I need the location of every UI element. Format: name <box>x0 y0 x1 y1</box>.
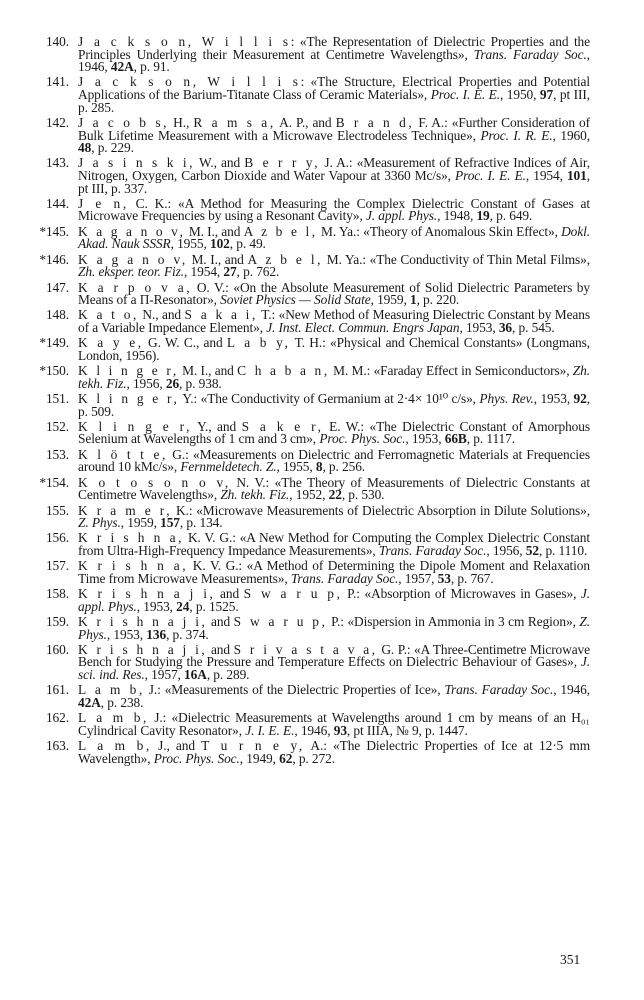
journal-title: Z. Phys. <box>78 515 121 531</box>
reference-text: K. V. G.: «A Method of Determining the Dipole Moment and Relaxation Time from Microwave Measurements», <box>78 558 590 586</box>
author-name: L a m b, <box>78 682 145 698</box>
volume-number: 16A <box>184 667 207 683</box>
reference-text: , p. 545. <box>512 319 555 335</box>
reference-text: , 1957, <box>398 570 438 586</box>
reference-entry <box>0 279 644 308</box>
reference-text: J.: «Dielectric Measurements at Wavelengths around 1 cm by means of an H₀₁ Cylindrical Cavity Resonator», <box>78 710 590 738</box>
volume-number: 92 <box>573 391 587 406</box>
reference-entry <box>0 157 644 195</box>
reference-text: , 1952, <box>289 487 329 503</box>
volume-number: 53 <box>437 570 451 586</box>
author-name: K a r p o v a, <box>78 279 193 295</box>
reference-text: , 1959, <box>120 515 161 531</box>
reference-number: *150. <box>39 363 69 379</box>
author-name: K r i s h n a j i, <box>78 586 216 602</box>
reference-entry <box>0 532 644 557</box>
reference-text: G. W. C., and <box>143 335 227 351</box>
author-name: L a b y, <box>226 335 291 351</box>
author-name: K l i n g e r, <box>78 391 180 406</box>
reference-text: , p. 509. <box>78 391 590 419</box>
author-name: L a m b, <box>78 710 149 726</box>
reference-entry <box>0 712 644 737</box>
journal-title: J. sci. ind. Res. <box>78 654 590 683</box>
journal-title: Zh. tekh. Fiz. <box>220 487 290 503</box>
reference-text: , 1948, <box>437 208 477 224</box>
reference-entry <box>0 560 644 585</box>
reference-text: M. M.: «Faraday Effect in Semiconductors», <box>329 363 573 379</box>
reference-number: 159. <box>45 614 69 629</box>
reference-text: , p. 229. <box>91 140 134 156</box>
reference-text: , p. 272. <box>292 750 335 766</box>
journal-title: Trans. Faraday Soc. <box>290 570 399 586</box>
author-name: K r i s h n a, <box>78 558 189 574</box>
reference-number: *154. <box>39 474 69 490</box>
author-name: K l i n g e r, <box>78 418 193 434</box>
reference-text: O. V.: «On the Absolute Measurement of Solid Dielectric Parameters by Means of a Π-Resonator», <box>78 279 590 308</box>
reference-number: 144. <box>45 195 69 211</box>
reference-text: H., <box>169 114 194 130</box>
author-name: K r i s h n a j i, <box>78 641 208 657</box>
reference-number: *149. <box>39 335 69 351</box>
reference-text: , 1946, <box>553 682 590 698</box>
reference-number: 153. <box>45 446 69 462</box>
reference-text: A. P., and <box>275 114 336 130</box>
journal-title: Proc. I. R. E. <box>480 127 553 143</box>
journal-title: Z. Phys. <box>78 614 591 642</box>
reference-text: , p. 220. <box>416 292 460 308</box>
reference-text: , p. 134. <box>179 515 223 531</box>
reference-entry <box>0 502 644 531</box>
reference-entry <box>0 474 644 503</box>
reference-text: , p. 49. <box>229 236 266 252</box>
reference-text: J. A.: «Measurement of Refractive Indices of Air, Nitrogen, Oxygen, Carbon Dioxide and Water Vapour at 3360 Mc/s», <box>78 155 591 183</box>
reference-text: , 1949, <box>239 750 280 766</box>
author-name: K r i s h n a j i, <box>78 614 208 629</box>
reference-text: , 1955, <box>170 236 210 252</box>
reference-number: 140. <box>45 34 69 49</box>
journal-title: Fernmeldetech. Z. <box>180 459 277 475</box>
author-name: K l ö t t e, <box>78 446 168 462</box>
reference-text: : «The Structure, Electrical Properties and Potential Applications of the Barium-Titanate Class of Ceramic Materials», <box>78 74 591 103</box>
author-name: K o t o s o n o v, <box>78 474 231 490</box>
reference-entry <box>0 76 644 114</box>
volume-number: 22 <box>328 487 342 503</box>
reference-text: , pt IIIA, № 9, p. 1447. <box>346 722 468 738</box>
reference-number: *146. <box>39 251 69 267</box>
reference-entry <box>0 740 644 765</box>
reference-text: , p. 1525. <box>189 598 239 614</box>
reference-text: W., and <box>195 155 245 171</box>
reference-entry <box>0 641 644 683</box>
author-name: R a m s a, <box>193 114 276 130</box>
reference-text: P.: «Absorption of Microwaves in Gases», <box>342 586 581 602</box>
reference-text: , p. 256. <box>322 459 366 475</box>
volume-number: 48 <box>78 140 92 156</box>
volume-number: 24 <box>176 598 190 614</box>
reference-entry <box>0 684 644 709</box>
reference-text: M. Ya.: «Theory of Anomalous Skin Effect», <box>317 223 562 239</box>
volume-number: 93 <box>333 722 347 738</box>
volume-number: 102 <box>209 236 230 252</box>
reference-text: J.: «Measurements of the Dielectric Properties of Ice», <box>144 682 445 698</box>
journal-title: Trans. Faraday Soc. <box>444 682 554 698</box>
author-name: S a k a i, <box>184 307 258 323</box>
reference-text: , p. 289. <box>206 667 250 683</box>
journal-title: Proc. I. E. E. <box>455 168 526 183</box>
reference-text: N., and <box>138 307 185 323</box>
author-name: K l i n g e r, <box>78 363 179 379</box>
volume-number: 1 <box>409 292 417 308</box>
reference-text: P.: «Dispersion in Ammonia in 3 cm Region», <box>327 614 580 629</box>
reference-entry <box>0 36 644 74</box>
volume-number: 136 <box>146 626 167 642</box>
reference-number: 156. <box>45 530 69 546</box>
volume-number: 42A <box>78 694 101 710</box>
author-name: J a c k s o n, W i l l i s <box>78 34 291 49</box>
author-name: K r a m e r, <box>78 502 173 518</box>
reference-text: , 1959, <box>370 292 410 308</box>
reference-text: M. I., and <box>178 363 238 379</box>
reference-text: , p. 91. <box>133 59 170 75</box>
reference-text: , 1950, <box>499 87 540 103</box>
reference-text: M. Ya.: «The Conductivity of Thin Metal Films», <box>323 251 590 267</box>
volume-number: 36 <box>498 319 513 335</box>
volume-number: 62 <box>279 750 293 766</box>
journal-title: J. appl. Phys. <box>365 208 438 224</box>
journal-title: Zh. eksper. teor. Fiz. <box>78 264 185 280</box>
volume-number: 66B <box>444 431 467 447</box>
reference-entry <box>0 195 644 224</box>
reference-text: T.: «New Method of Measuring Dielectric Constant by Means of a Variable Impedance Element», <box>78 307 590 335</box>
reference-text: , 1946, <box>78 46 590 75</box>
journal-title: Phys. Rev. <box>479 391 534 406</box>
author-name: B r a n d, <box>335 114 415 130</box>
reference-number: 151. <box>45 391 69 406</box>
reference-text: , 1953, <box>405 431 445 447</box>
reference-text: , 1953, <box>136 598 177 614</box>
reference-number: 157. <box>45 558 69 574</box>
reference-text: C. K.: «A Method for Measuring the Complex Dielectric Constant of Gases at Microwave Frequencies by using a Resonant Cavity», <box>78 195 590 224</box>
reference-text: , 1955, <box>276 459 316 475</box>
reference-text: F. A.: «Further Consideration of Bulk Lifetime Measurement with a Microwave Electrodeless Technique», <box>78 114 591 143</box>
reference-number: 163. <box>45 738 69 754</box>
reference-number: 148. <box>45 307 69 323</box>
reference-text: , pt III, p. 337. <box>78 168 590 196</box>
reference-text: Y., and <box>192 418 242 434</box>
reference-text: , p. 767. <box>450 570 494 586</box>
journal-title: Soviet Physics — Solid State <box>220 292 371 308</box>
journal-title: Proc. Phys. Soc. <box>319 431 406 447</box>
author-name: T u r n e y, <box>201 738 305 754</box>
reference-text: E. W.: «The Dielectric Constant of Amorphous Selenium at Wavelengths of 1 cm and 3 cm», <box>78 418 590 447</box>
author-name: J a c o b s, <box>78 114 170 130</box>
reference-text: J., and <box>151 738 202 754</box>
reference-text: and <box>207 614 234 629</box>
reference-text: , p. 1110. <box>538 542 588 558</box>
author-name: A z b e l, <box>247 251 324 267</box>
reference-text: , 1957, <box>144 667 185 683</box>
reference-entry <box>0 588 644 613</box>
journal-title: J. appl. Phys. <box>78 586 591 614</box>
author-name: J a s i n s k i, <box>78 155 196 171</box>
reference-entry <box>0 251 644 280</box>
reference-text: Y.: «The Conductivity of Germanium at 2·4× 10¹⁰ c/s», <box>179 391 480 406</box>
reference-number: 152. <box>45 418 69 434</box>
reference-text: , 1953, <box>106 626 147 642</box>
reference-text: T. H.: «Physical and Chemical Constants» (Longmans, London, 1956). <box>78 335 590 363</box>
journal-title: J. I. E. E. <box>245 722 295 738</box>
reference-entry <box>0 114 644 156</box>
reference-text: , 1954, <box>184 264 224 280</box>
reference-number: 143. <box>45 155 69 171</box>
reference-text: , p. 1117. <box>466 431 515 447</box>
reference-text: A.: «The Dielectric Properties of Ice at 12·5 mm Wavelength», <box>78 738 591 766</box>
reference-text: G.: «Measurements on Dielectric and Ferromagnetic Materials at Frequencies around 10 kMc/s», <box>78 446 591 475</box>
journal-title: Dokl. Akad. Nauk SSSR <box>78 223 590 252</box>
author-name: J a c k s o n, W i l l i s <box>78 74 301 90</box>
reference-text: : «The Representation of Dielectric Properties and the Principles Underlying their Measurement at Centimetre Wavelengths», <box>78 34 591 62</box>
reference-entry <box>0 337 644 362</box>
author-name: K a y e, <box>78 335 144 351</box>
author-name: K a t o, <box>78 307 139 323</box>
volume-number: 52 <box>525 542 539 558</box>
reference-text: K. V. G.: «A New Method for Computing the Complex Dielectric Constant from Ultra-High-Frequency Impedance Measurements», <box>78 530 590 558</box>
reference-number: 147. <box>45 279 69 295</box>
author-name: S a k e r, <box>241 418 324 434</box>
reference-number: 141. <box>45 74 69 90</box>
author-name: J e n, <box>78 195 129 211</box>
reference-text: K.: «Microwave Measurements of Dielectric Absorption in Dilute Solutions», <box>172 502 591 518</box>
reference-number: 161. <box>45 682 69 698</box>
reference-text: , 1956, <box>486 542 526 558</box>
reference-number: 160. <box>45 641 69 657</box>
reference-number: *145. <box>39 223 69 239</box>
author-name: L a m b, <box>78 738 152 754</box>
journal-title: Trans. Faraday Soc. <box>473 46 587 62</box>
volume-number: 27 <box>223 264 237 280</box>
author-name: A z b e l, <box>243 223 318 239</box>
page-number: 351 <box>560 952 581 967</box>
reference-entry <box>0 418 644 447</box>
volume-number: 26 <box>165 375 180 391</box>
reference-text: , 1960, <box>552 127 590 143</box>
journal-title: Trans. Faraday Soc. <box>378 542 487 558</box>
author-name: K a g a n o v, <box>78 251 188 267</box>
reference-entry <box>0 365 644 390</box>
reference-text: , p. 649. <box>489 208 533 224</box>
author-name: K r i s h n a, <box>78 530 185 546</box>
reference-text: , 1954, <box>525 168 567 183</box>
reference-text: , 1956, <box>126 375 166 391</box>
author-name: K a g a n o v, <box>78 223 186 239</box>
volume-number: 101 <box>566 168 587 183</box>
author-name: S r i v a s t a v a, <box>233 641 378 657</box>
reference-text: , p. 530. <box>341 487 385 503</box>
reference-number: 155. <box>45 502 69 518</box>
reference-entry <box>0 446 644 475</box>
reference-text: M. I., and <box>185 223 244 239</box>
volume-number: 97 <box>539 87 554 103</box>
journal-title: Zh. tekh. Fiz. <box>78 363 590 391</box>
author-name: C h a b a n, <box>237 363 330 379</box>
reference-text: , p. 762. <box>236 264 280 280</box>
volume-number: 42A <box>110 59 134 75</box>
reference-entry <box>0 223 644 252</box>
author-name: S w a r u p, <box>233 614 328 629</box>
author-name: S w a r u p, <box>243 586 343 602</box>
reference-text: , 1953, <box>533 391 574 406</box>
author-name: B e r r y, <box>244 155 321 171</box>
reference-text: , pt III, p. 285. <box>78 87 590 115</box>
journal-title: J. Inst. Elect. Commun. Engrs Japan <box>266 319 460 335</box>
journal-title: Proc. Phys. Soc. <box>153 750 240 766</box>
reference-text: and <box>207 641 234 657</box>
reference-entry <box>0 309 644 334</box>
reference-number: 162. <box>45 710 69 726</box>
reference-entry <box>0 393 644 418</box>
volume-number: 157 <box>160 515 180 531</box>
reference-text: M. I., and <box>187 251 248 267</box>
reference-text: , 1946, <box>294 722 334 738</box>
reference-entry <box>0 616 644 641</box>
reference-text: , p. 374. <box>166 626 209 642</box>
reference-list <box>0 36 644 768</box>
reference-text: , 1953, <box>459 319 499 335</box>
reference-text: , p. 238. <box>100 694 144 710</box>
reference-text: , p. 938. <box>179 375 222 391</box>
reference-number: 142. <box>45 114 69 130</box>
volume-number: 8 <box>315 459 323 475</box>
journal-title: Proc. I. E. E. <box>430 87 500 103</box>
reference-text: N. V.: «The Theory of Measurements of Dielectric Constants at Centimetre Wavelengths», <box>78 474 590 503</box>
reference-text: and <box>215 586 244 602</box>
reference-text: G. P.: «A Three-Centimetre Microwave Bench for Studying the Pressure and Temperature Effects on Dielectric Behaviour of Gases», <box>78 641 590 670</box>
volume-number: 19 <box>476 208 490 224</box>
reference-number: 158. <box>45 586 69 602</box>
